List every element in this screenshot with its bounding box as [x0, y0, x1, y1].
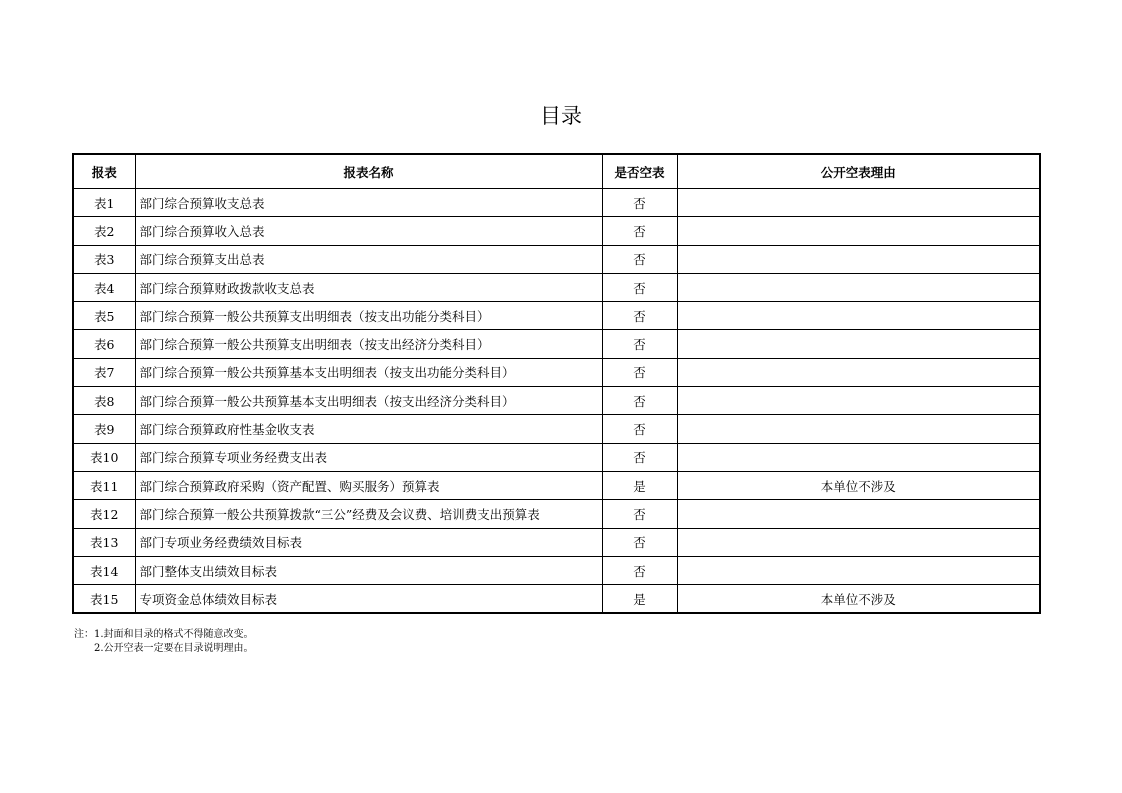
row-code: 表1	[73, 189, 135, 217]
row-name: 部门整体支出绩效目标表	[135, 556, 602, 584]
table-row	[73, 358, 1040, 386]
table-row	[73, 415, 1040, 443]
row-code: 表7	[73, 358, 135, 386]
row-reason	[677, 556, 1040, 584]
row-empty: 否	[602, 330, 677, 358]
row-reason	[677, 245, 1040, 273]
row-name: 部门综合预算收支总表	[135, 189, 602, 217]
note-item: 2.公开空表一定要在目录说明理由。	[94, 643, 254, 654]
row-name: 部门综合预算一般公共预算支出明细表（按支出经济分类科目）	[135, 330, 602, 358]
row-empty: 否	[602, 189, 677, 217]
row-code: 表4	[73, 273, 135, 301]
row-code: 表8	[73, 387, 135, 415]
table-row	[73, 189, 1040, 217]
row-reason	[677, 500, 1040, 528]
row-empty: 否	[602, 217, 677, 245]
table-row	[73, 302, 1040, 330]
page-title: 目录	[540, 104, 582, 128]
row-name: 部门综合预算收入总表	[135, 217, 602, 245]
row-empty: 否	[602, 443, 677, 471]
note-line	[74, 628, 254, 642]
row-reason	[677, 443, 1040, 471]
row-reason	[677, 302, 1040, 330]
header-code: 报表	[73, 154, 135, 189]
table-row	[73, 471, 1040, 499]
row-name: 部门综合预算一般公共预算基本支出明细表（按支出经济分类科目）	[135, 387, 602, 415]
row-code: 表10	[73, 443, 135, 471]
row-name: 部门综合预算一般公共预算拨款“三公”经费及会议费、培训费支出预算表	[135, 500, 602, 528]
table-row	[73, 500, 1040, 528]
notes	[74, 628, 254, 656]
row-reason	[677, 330, 1040, 358]
table-row	[73, 330, 1040, 358]
row-empty: 否	[602, 556, 677, 584]
row-reason	[677, 415, 1040, 443]
table-header-row	[73, 154, 1040, 189]
row-empty: 是	[602, 471, 677, 499]
row-reason: 本单位不涉及	[677, 471, 1040, 499]
row-empty: 否	[602, 528, 677, 556]
row-empty: 是	[602, 585, 677, 614]
row-code: 表2	[73, 217, 135, 245]
row-name: 部门综合预算支出总表	[135, 245, 602, 273]
toc-table	[72, 153, 1041, 614]
row-code: 表11	[73, 471, 135, 499]
row-reason	[677, 273, 1040, 301]
row-name: 部门综合预算政府性基金收支表	[135, 415, 602, 443]
table-row	[73, 387, 1040, 415]
table-row	[73, 273, 1040, 301]
row-reason	[677, 387, 1040, 415]
table-row	[73, 217, 1040, 245]
note-prefix: 注：	[74, 629, 94, 640]
row-reason	[677, 189, 1040, 217]
row-reason: 本单位不涉及	[677, 585, 1040, 614]
row-code: 表3	[73, 245, 135, 273]
row-code: 表14	[73, 556, 135, 584]
row-code: 表13	[73, 528, 135, 556]
row-empty: 否	[602, 302, 677, 330]
header-reason: 公开空表理由	[677, 154, 1040, 189]
note-line	[74, 642, 254, 656]
note-item: 1.封面和目录的格式不得随意改变。	[94, 629, 254, 640]
row-reason	[677, 217, 1040, 245]
table-row	[73, 585, 1040, 614]
row-code: 表12	[73, 500, 135, 528]
row-name: 部门专项业务经费绩效目标表	[135, 528, 602, 556]
table-row	[73, 528, 1040, 556]
header-empty: 是否空表	[602, 154, 677, 189]
row-empty: 否	[602, 273, 677, 301]
row-name: 部门综合预算专项业务经费支出表	[135, 443, 602, 471]
row-name: 部门综合预算财政拨款收支总表	[135, 273, 602, 301]
row-name: 专项资金总体绩效目标表	[135, 585, 602, 614]
header-name: 报表名称	[135, 154, 602, 189]
row-empty: 否	[602, 358, 677, 386]
row-empty: 否	[602, 387, 677, 415]
table-row	[73, 556, 1040, 584]
row-name: 部门综合预算一般公共预算支出明细表（按支出功能分类科目）	[135, 302, 602, 330]
table-row	[73, 245, 1040, 273]
row-code: 表5	[73, 302, 135, 330]
row-reason	[677, 358, 1040, 386]
row-code: 表6	[73, 330, 135, 358]
row-empty: 否	[602, 500, 677, 528]
table-row	[73, 443, 1040, 471]
row-empty: 否	[602, 415, 677, 443]
row-name: 部门综合预算政府采购（资产配置、购买服务）预算表	[135, 471, 602, 499]
row-reason	[677, 528, 1040, 556]
row-code: 表9	[73, 415, 135, 443]
row-name: 部门综合预算一般公共预算基本支出明细表（按支出功能分类科目）	[135, 358, 602, 386]
row-empty: 否	[602, 245, 677, 273]
row-code: 表15	[73, 585, 135, 614]
